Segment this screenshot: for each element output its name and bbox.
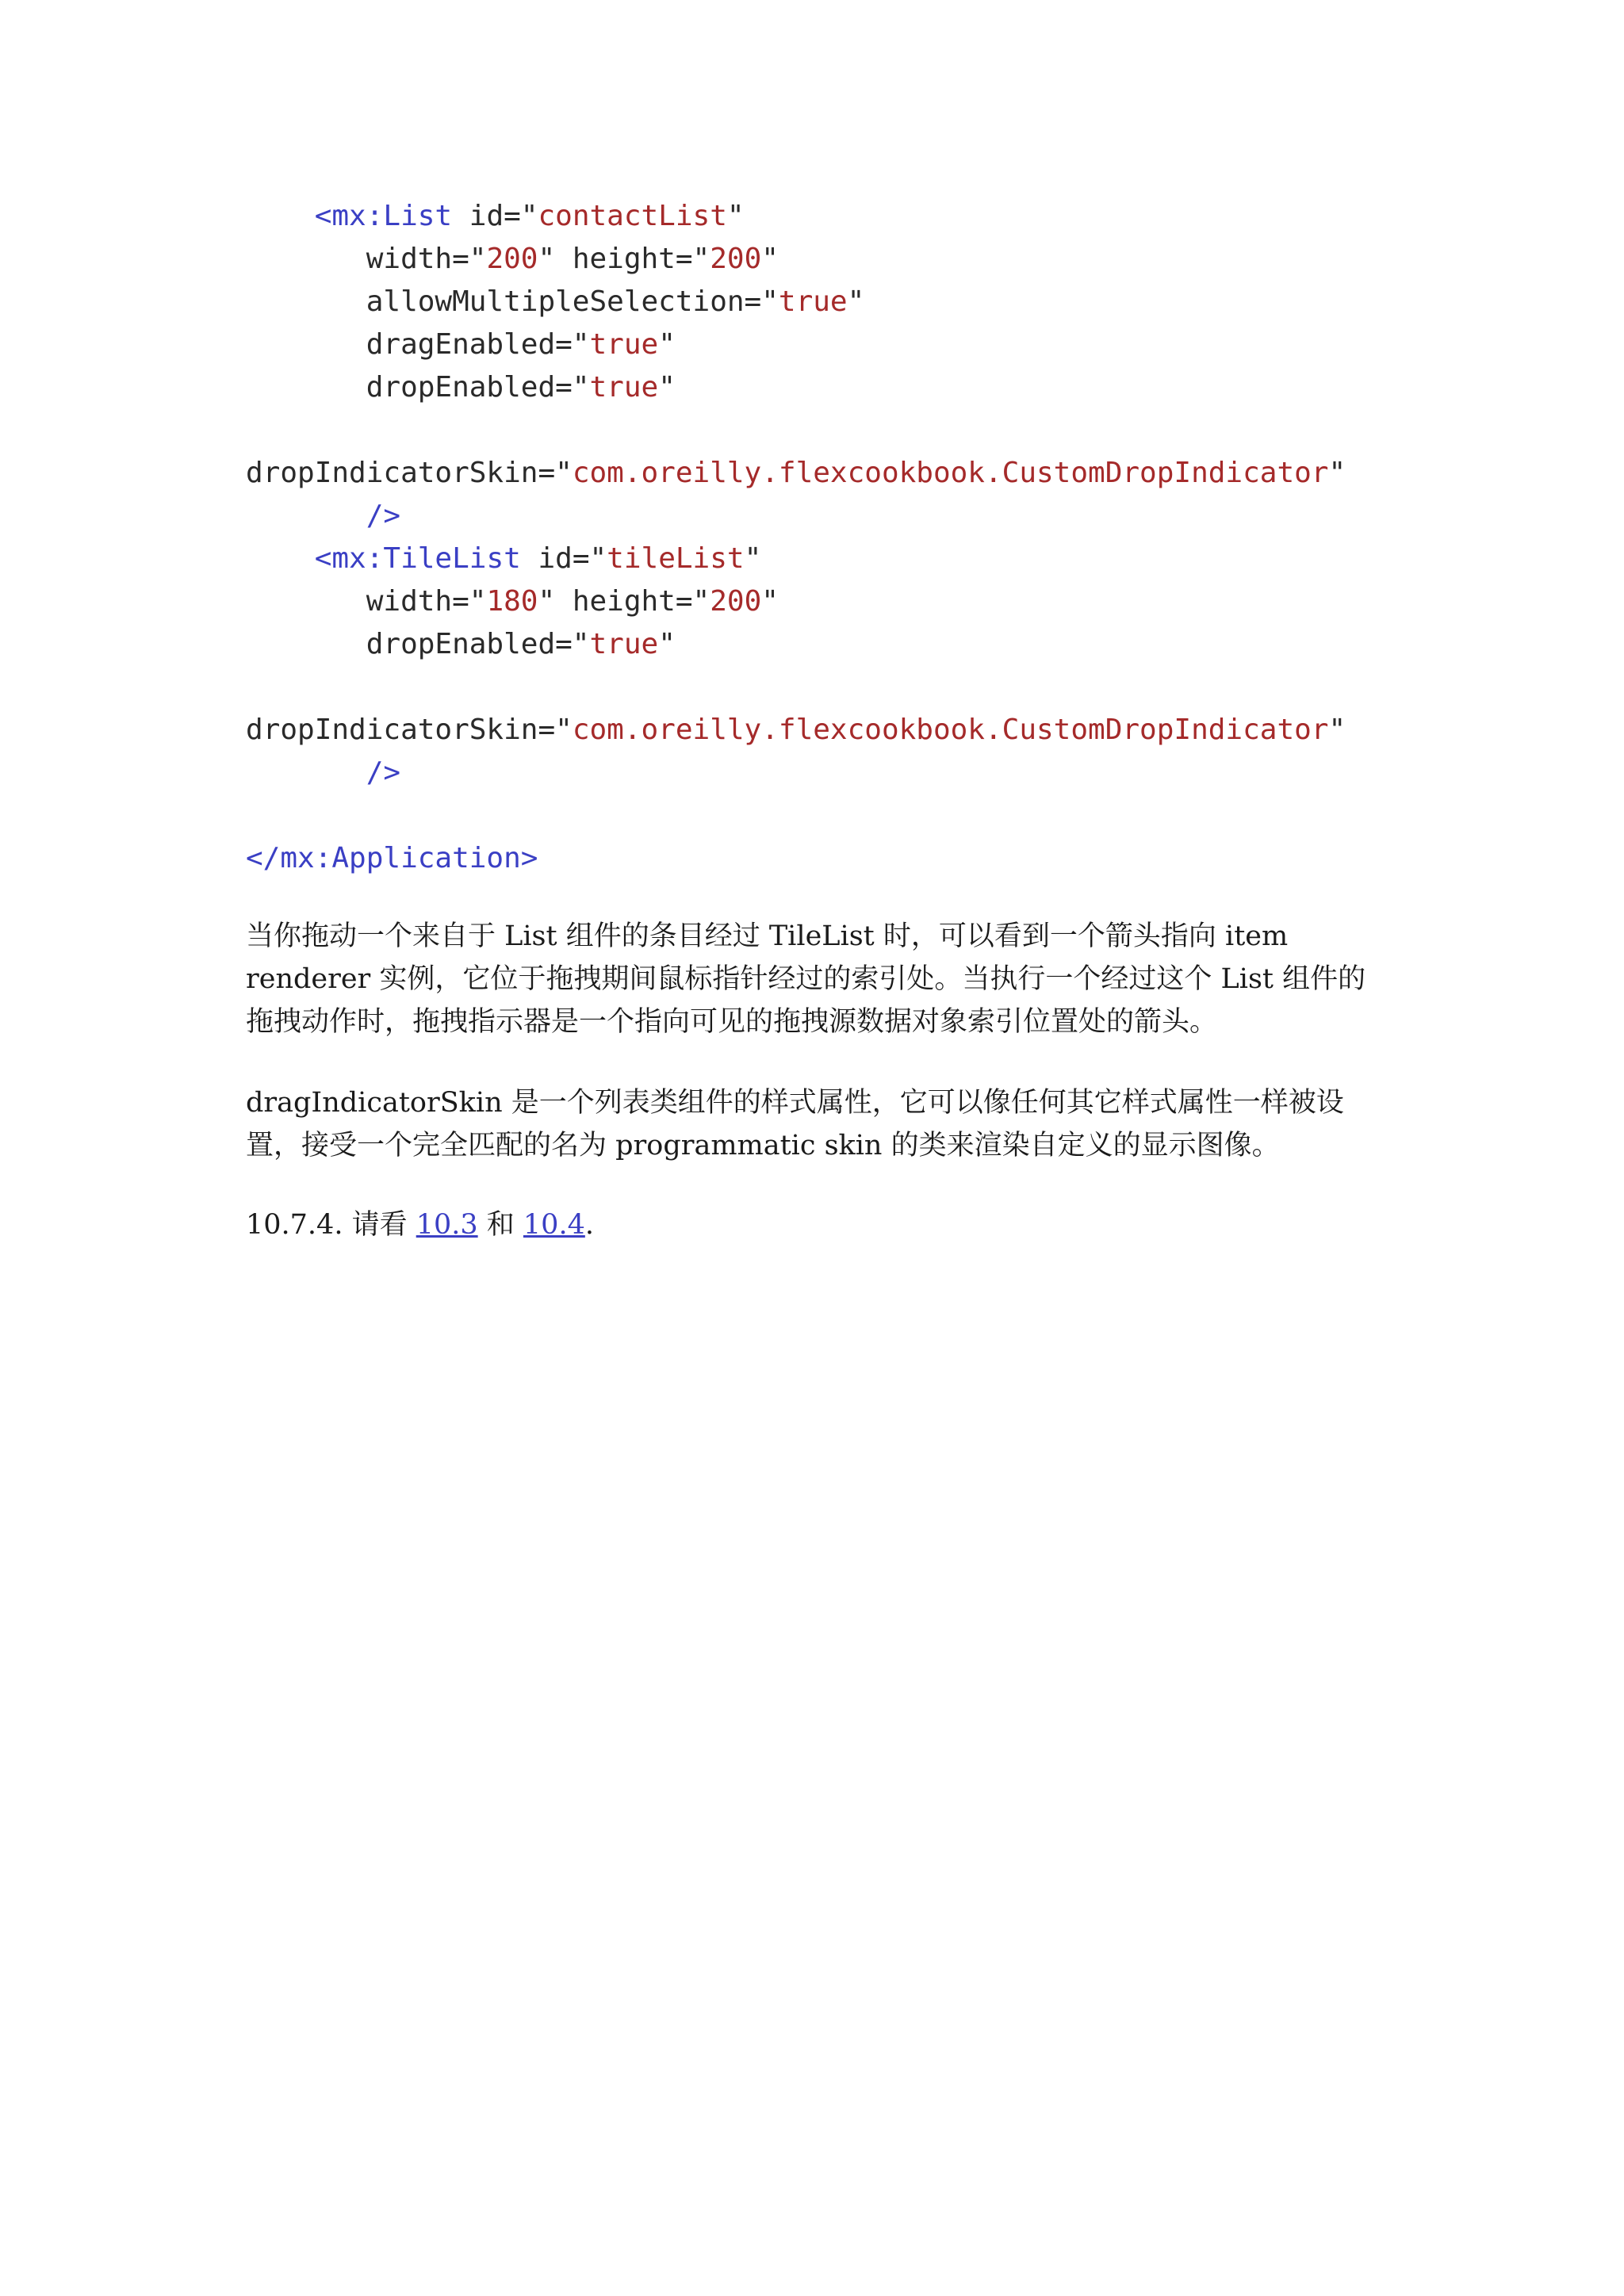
code-indent xyxy=(246,756,366,789)
see-also-middle: 和 xyxy=(477,1209,523,1241)
code-indent xyxy=(246,499,366,532)
code-string: true xyxy=(589,371,659,404)
code-line xyxy=(246,452,1404,495)
code-text: " xyxy=(1328,457,1346,489)
code-line xyxy=(246,238,1404,281)
code-text: id=" xyxy=(520,542,607,575)
code-text: width=" xyxy=(366,243,487,275)
code-line xyxy=(246,623,1404,666)
code-block xyxy=(246,195,1404,880)
code-tag: </mx:Application> xyxy=(246,842,538,874)
see-also-suffix: . xyxy=(584,1209,594,1241)
code-line xyxy=(246,495,1404,538)
code-text: " xyxy=(658,628,676,660)
code-indent xyxy=(246,585,366,618)
code-line xyxy=(246,538,1404,580)
code-line xyxy=(246,666,1404,709)
code-string: true xyxy=(589,328,659,361)
paragraph-drag-indicator-description: 当你拖动一个来自于 List 组件的条目经过 TileList 时，可以看到一个箭头指向 item renderer 实例，它位于拖拽期间鼠标指针经过的索引处。当执行一个经过这个 List 组件的拖拽动作时，拖拽指示器是一个指向可见的拖拽源数据对象索引位置处的箭头。 xyxy=(246,920,1366,1038)
code-text: " xyxy=(1328,714,1346,746)
code-text: allowMultipleSelection=" xyxy=(366,285,779,318)
code-line xyxy=(246,366,1404,409)
code-indent xyxy=(246,285,366,318)
code-tag: <mx:List xyxy=(314,200,453,232)
paragraph-see-also xyxy=(246,1203,1388,1246)
code-text: width=" xyxy=(366,585,487,618)
code-line xyxy=(246,281,1404,323)
code-line xyxy=(246,409,1404,452)
code-text: " height=" xyxy=(538,243,710,275)
code-text: dropIndicatorSkin=" xyxy=(246,457,573,489)
code-indent xyxy=(246,200,315,232)
code-string: true xyxy=(778,285,848,318)
code-indent xyxy=(246,328,366,361)
code-tag: /> xyxy=(366,756,401,789)
link-section-10-3[interactable]: 10.3 xyxy=(416,1209,478,1241)
paragraph-drag-indicator-skin: dragIndicatorSkin 是一个列表类组件的样式属性，它可以像任何其它样式属性一样被设置，接受一个完全匹配的名为 programmatic skin 的类来渲染自定义的显示图像。 xyxy=(246,1087,1344,1161)
code-tag: <mx:TileList xyxy=(314,542,521,575)
code-text: " xyxy=(761,585,779,618)
code-text: id=" xyxy=(452,200,538,232)
code-text: " xyxy=(726,200,745,232)
code-string: com.oreilly.flexcookbook.CustomDropIndicator xyxy=(572,457,1329,489)
code-text: " xyxy=(761,243,779,275)
code-indent xyxy=(246,542,315,575)
code-line xyxy=(246,580,1404,623)
code-line xyxy=(246,837,1404,880)
code-indent xyxy=(246,371,366,404)
code-string: tileList xyxy=(607,542,745,575)
code-line xyxy=(246,195,1404,238)
link-section-10-4[interactable]: 10.4 xyxy=(523,1209,585,1241)
code-line xyxy=(246,752,1404,794)
code-text: " xyxy=(658,328,676,361)
code-text: " xyxy=(847,285,865,318)
code-string: true xyxy=(589,628,659,660)
code-text: " xyxy=(744,542,762,575)
code-line xyxy=(246,709,1404,752)
see-also-prefix: 10.7.4. 请看 xyxy=(246,1209,416,1241)
code-indent xyxy=(246,243,366,275)
code-string: 200 xyxy=(710,243,762,275)
code-string: 200 xyxy=(486,243,538,275)
code-string: contactList xyxy=(538,200,727,232)
code-indent xyxy=(246,628,366,660)
code-text: dropIndicatorSkin=" xyxy=(246,714,573,746)
code-text: " xyxy=(658,371,676,404)
code-string: com.oreilly.flexcookbook.CustomDropIndicator xyxy=(572,714,1329,746)
code-line xyxy=(246,794,1404,837)
code-line xyxy=(246,323,1404,366)
code-text: dropEnabled=" xyxy=(366,628,590,660)
code-string: 200 xyxy=(710,585,762,618)
code-string: 180 xyxy=(486,585,538,618)
code-text: " height=" xyxy=(538,585,710,618)
code-tag: /> xyxy=(366,499,401,532)
code-text: dragEnabled=" xyxy=(366,328,590,361)
code-text: dropEnabled=" xyxy=(366,371,590,404)
